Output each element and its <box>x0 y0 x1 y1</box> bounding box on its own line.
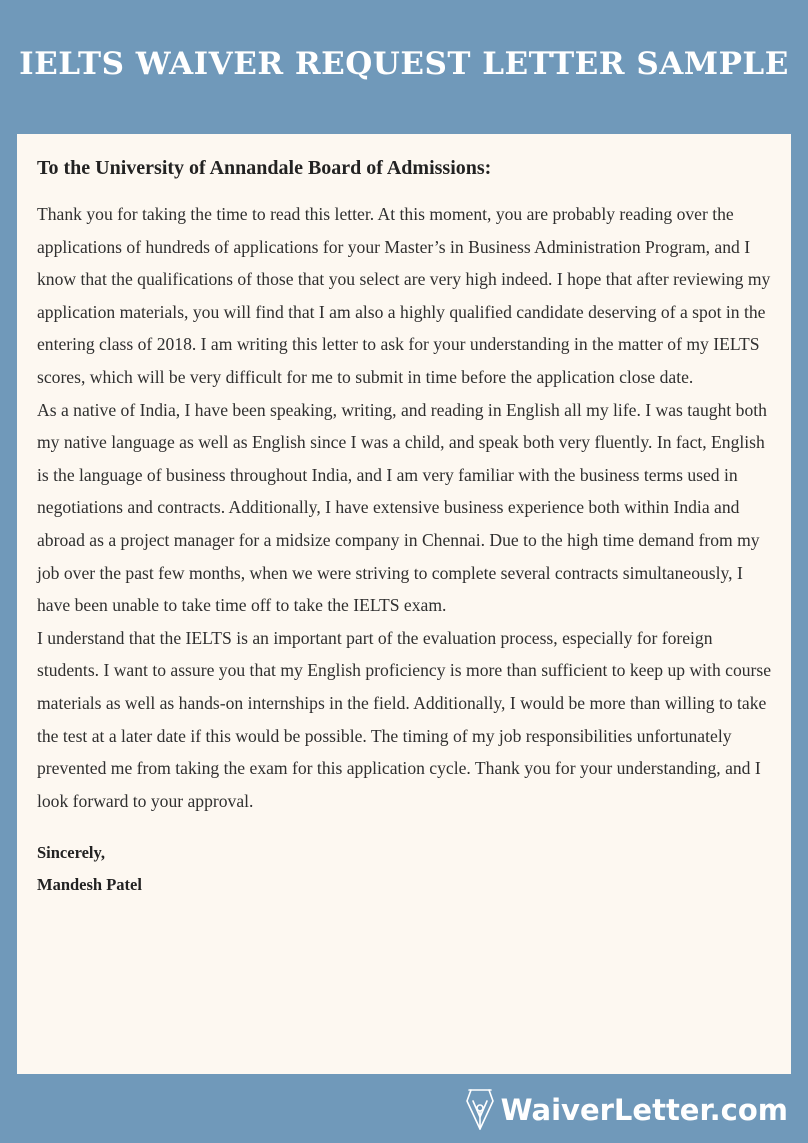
fountain-pen-nib-icon <box>463 1087 497 1133</box>
letter-closing: Sincerely, <box>37 843 105 863</box>
letter-panel <box>17 134 791 1074</box>
letter-salutation: To the University of Annandale Board of Admissions: <box>37 157 492 179</box>
letter-paragraph-3: I understand that the IELTS is an important part of the evaluation process, especially for foreign students. I want to assure you that my English proficiency is more than sufficient to keep up with course materials as well as hands-on internships in the field. Additionally, I would be more than willing to take the test at a later date if this would be possible. The timing of my job responsibilities unfortunately prevented me from taking the exam for this application cycle. Thank you for your understanding, and I look forward to your approval. <box>37 627 772 811</box>
page-title: IELTS WAIVER REQUEST LETTER SAMPLE <box>19 46 789 82</box>
letter-paragraph-2: As a native of India, I have been speaking, writing, and reading in English all my life. I was taught both my native language as well as English since I was a child, and speak both very fluently. In fact, English is the language of business throughout India, and I am very familiar with the business terms used in negotiations and contracts. Additionally, I have extensive business experience both within India and abroad as a project manager for a midsize company in Chennai. Due to the high time demand from my job over the past few months, when we were striving to complete several contracts simultaneously, I have been unable to take time off to take the IELTS exam. <box>37 399 767 616</box>
brand-logo[interactable] <box>463 1082 788 1138</box>
letter-paragraph-1: Thank you for taking the time to read this letter. At this moment, you are probably reading over the applications of hundreds of applications for your Master’s in Business Administration Program, and I know that the qualifications of those that you select are very high indeed. I hope that after reviewing my application materials, you will find that I am also a highly qualified candidate deserving of a spot in the entering class of 2018. I am writing this letter to ask for your understanding in the matter of my IELTS scores, which will be very difficult for me to submit in time before the application close date. <box>37 204 771 387</box>
letter-signature: Mandesh Patel <box>37 875 142 895</box>
letter-closing-block <box>37 837 772 901</box>
brand-name: WaiverLetter.com <box>500 1093 788 1127</box>
